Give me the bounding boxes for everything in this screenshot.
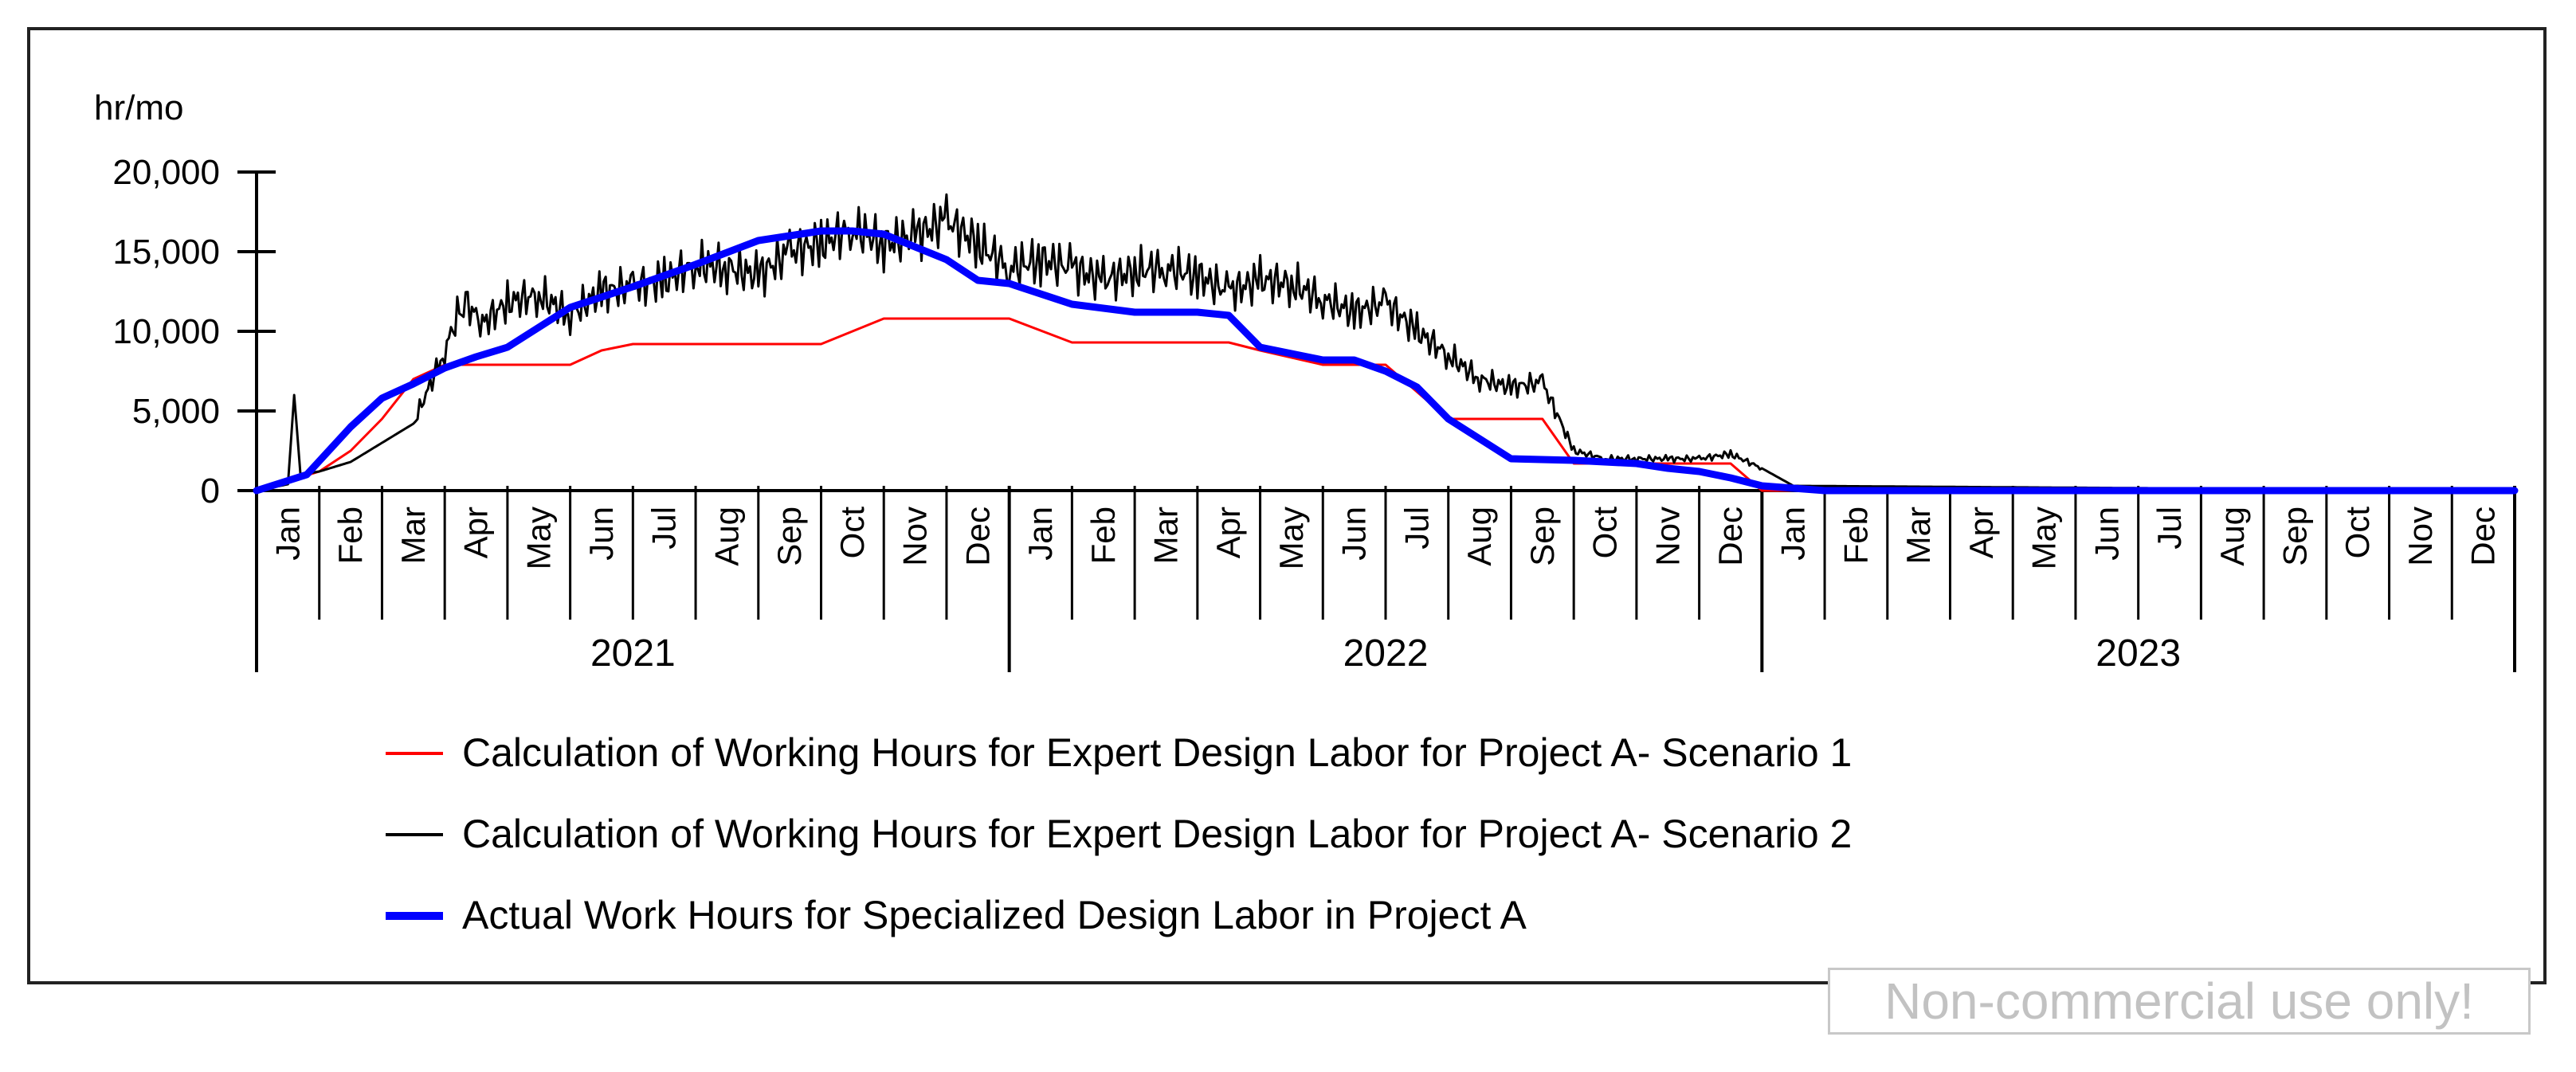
legend bbox=[386, 730, 1852, 937]
legend-label: Actual Work Hours for Specialized Design Labor in Project A bbox=[462, 893, 1527, 937]
month-tick-label: Apr bbox=[1962, 507, 2000, 559]
year-label: 2022 bbox=[1343, 632, 1429, 675]
month-tick-label: Aug bbox=[708, 507, 746, 566]
series-line-scenario-2 bbox=[257, 194, 2515, 491]
legend-entry-scenario-2 bbox=[386, 812, 1852, 856]
month-tick-label: Apr bbox=[1210, 507, 1248, 559]
month-tick-label: Mar bbox=[394, 507, 432, 565]
month-tick-label: Jan bbox=[1774, 507, 1812, 561]
month-tick-label: Jun bbox=[582, 507, 620, 561]
line-chart bbox=[30, 30, 2543, 981]
month-tick-label: Oct bbox=[833, 507, 871, 559]
month-tick-label: Sep bbox=[770, 507, 809, 566]
month-tick-label: Nov bbox=[1649, 507, 1687, 566]
month-tick-label: Jul bbox=[2151, 507, 2189, 550]
month-tick-label: Feb bbox=[1084, 507, 1122, 565]
month-tick-label: Feb bbox=[331, 507, 370, 565]
month-tick-label: Dec bbox=[959, 507, 997, 566]
year-label: 2021 bbox=[590, 632, 676, 675]
month-tick-label: Jul bbox=[1398, 507, 1436, 550]
month-tick-label: Mar bbox=[1900, 507, 1938, 565]
year-label: 2023 bbox=[2096, 632, 2182, 675]
month-tick-label: Jun bbox=[1335, 507, 1373, 561]
month-tick-label: Jan bbox=[1021, 507, 1060, 561]
legend-label: Calculation of Working Hours for Expert Design Labor for Project A- Scenario 1 bbox=[462, 730, 1853, 775]
month-tick-label: May bbox=[520, 507, 558, 570]
month-tick-label: Aug bbox=[2213, 507, 2251, 566]
month-tick-label: Sep bbox=[1523, 507, 1561, 566]
axes bbox=[94, 88, 2515, 675]
month-tick-label: Jul bbox=[645, 507, 683, 550]
y-axis-label: hr/mo bbox=[94, 88, 184, 127]
watermark: Non-commercial use only! bbox=[1828, 968, 2531, 1035]
series-line-actual bbox=[257, 231, 2515, 491]
y-tick-label: 5,000 bbox=[131, 392, 220, 431]
month-tick-label: May bbox=[1272, 507, 1310, 570]
month-tick-label: Apr bbox=[457, 507, 495, 559]
month-tick-label: Nov bbox=[2401, 507, 2439, 566]
y-tick-label: 15,000 bbox=[112, 233, 220, 272]
y-tick-label: 0 bbox=[200, 471, 220, 511]
month-tick-label: Sep bbox=[2276, 507, 2314, 566]
series-layer bbox=[257, 194, 2515, 491]
y-tick-label: 10,000 bbox=[112, 312, 220, 351]
month-tick-label: Aug bbox=[1461, 507, 1499, 566]
legend-entry-scenario-1 bbox=[386, 730, 1852, 775]
month-tick-label: Jun bbox=[2088, 507, 2126, 561]
chart-frame bbox=[27, 27, 2547, 984]
month-tick-label: Mar bbox=[1147, 507, 1185, 565]
month-tick-label: May bbox=[2025, 507, 2063, 570]
month-tick-label: Oct bbox=[1586, 507, 1624, 559]
month-tick-label: Dec bbox=[1711, 507, 1749, 566]
month-tick-label: Dec bbox=[2464, 507, 2502, 566]
legend-entry-actual bbox=[386, 893, 1527, 937]
month-tick-label: Feb bbox=[1837, 507, 1875, 565]
legend-label: Calculation of Working Hours for Expert Design Labor for Project A- Scenario 2 bbox=[462, 812, 1853, 856]
series-line-scenario-1 bbox=[257, 319, 2515, 491]
month-tick-label: Oct bbox=[2339, 507, 2377, 559]
month-tick-label: Nov bbox=[896, 507, 934, 566]
y-tick-label: 20,000 bbox=[112, 153, 220, 192]
month-tick-label: Jan bbox=[269, 507, 307, 561]
